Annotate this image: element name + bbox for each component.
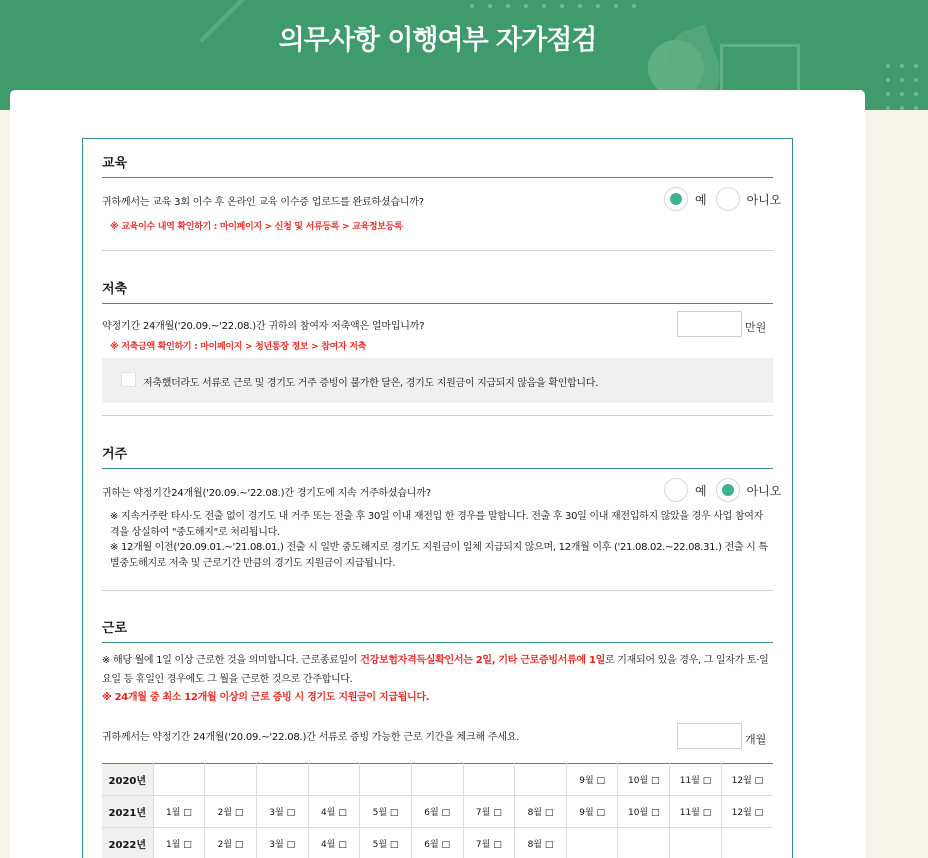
month-checkbox-cell[interactable]: 6월 □ <box>411 828 463 858</box>
education-question: 귀하께서는 교육 3회 이수 후 온라인 교육 이수증 업로드를 완료하셨습니까? <box>102 197 424 208</box>
empty-cell <box>153 764 205 796</box>
education-no-label: 아니오 <box>746 192 782 207</box>
table-row <box>102 796 773 828</box>
residence-yes-label: 예 <box>695 483 707 498</box>
empty-cell <box>411 764 463 796</box>
month-checkbox-cell[interactable]: 12월 □ <box>721 764 773 796</box>
month-checkbox-cell[interactable]: 6월 □ <box>411 796 463 828</box>
section-title-savings: 저축 <box>102 278 773 304</box>
section-title-work: 근로 <box>102 617 773 643</box>
year-label: 2021년 <box>102 796 153 828</box>
savings-note: ※ 저축금액 확인하기 : 마이페이지 > 청년통장 정보 > 참여자 저축 <box>110 342 367 352</box>
month-checkbox-cell[interactable]: 1월 □ <box>153 796 205 828</box>
empty-cell <box>721 828 773 858</box>
self-check-form <box>82 138 793 858</box>
month-checkbox-cell[interactable]: 9월 □ <box>566 796 618 828</box>
month-checkbox-cell[interactable]: 11월 □ <box>670 796 722 828</box>
education-no-radio[interactable] <box>716 187 740 211</box>
empty-cell <box>256 764 308 796</box>
savings-confirm-text: 저축했더라도 서류로 근로 및 경기도 거주 증빙이 불가한 달은, 경기도 지원금이 지급되지 않음을 확인합니다. <box>143 378 599 389</box>
section-title-residence: 거주 <box>102 443 773 469</box>
work-note-2: ※ 24개월 중 최소 12개월 이상의 근로 증빙 시 경기도 지원금이 지급됩니다. <box>102 692 430 703</box>
empty-cell <box>308 764 360 796</box>
residence-no-label: 아니오 <box>746 483 782 498</box>
work-note-1c: 로 기재되어 있을 경우, 그 일자가 토·일요일 등 휴일인 경우에도 그 월을 근로한 것으로 간주합니다. <box>102 655 769 685</box>
decorative-dots <box>470 4 636 8</box>
empty-cell <box>670 828 722 858</box>
month-checkbox-cell[interactable]: 2월 □ <box>205 796 257 828</box>
empty-cell <box>205 764 257 796</box>
month-checkbox-cell[interactable]: 4월 □ <box>308 796 360 828</box>
residence-notes <box>110 509 770 571</box>
work-note-1a: ※ 해당 월에 1일 이상 근로한 것을 의미합니다. 근로종료일이 <box>102 655 361 666</box>
education-answer-group <box>664 187 790 211</box>
empty-cell <box>360 764 412 796</box>
page-title: 의무사항 이행여부 자가점검 <box>278 25 597 56</box>
work-question: 귀하께서는 약정기간 24개월('20.09.~'22.08.)간 서류로 증빙 가능한 근로 기간을 체크해 주세요. <box>102 732 520 743</box>
month-checkbox-cell[interactable]: 5월 □ <box>360 828 412 858</box>
section-title-education: 교육 <box>102 152 773 178</box>
month-checkbox-cell[interactable]: 5월 □ <box>360 796 412 828</box>
month-checkbox-cell[interactable]: 3월 □ <box>256 796 308 828</box>
education-note: ※ 교육이수 내역 확인하기 : 마이페이지 > 신청 및 서류등록 > 교육정보등록 <box>110 222 403 232</box>
residence-yes-radio[interactable] <box>664 478 688 502</box>
residence-question: 귀하는 약정기간24개월('20.09.~'22.08.)간 경기도에 지속 거주하셨습니까? <box>102 488 431 499</box>
empty-cell <box>515 764 567 796</box>
savings-question: 약정기간 24개월('20.09.~'22.08.)간 귀하의 참여자 저축액은 얼마입니까? <box>102 321 425 332</box>
month-checkbox-cell[interactable]: 12월 □ <box>721 796 773 828</box>
work-months-table <box>102 763 773 858</box>
month-checkbox-cell[interactable]: 7월 □ <box>463 828 515 858</box>
divider <box>102 590 773 591</box>
table-row <box>102 764 773 796</box>
residence-note-2: ※ 12개월 이전('20.09.01.~'21.08.01.) 전출 시 일반 중도해지로 경기도 지원금이 일체 지급되지 않으며, 12개월 이후 ('21.08.02.~22.08.31.) 전출 시 특별중도해지로 저축 및 근로기간 만큼의 경기도 지원금이 지급됩니다. <box>110 542 768 569</box>
year-label: 2022년 <box>102 828 153 858</box>
month-checkbox-cell[interactable]: 2월 □ <box>205 828 257 858</box>
month-checkbox-cell[interactable]: 4월 □ <box>308 828 360 858</box>
work-note-1-highlight: 건강보험자격득실확인서는 2일, 기타 근로증빙서류에 1일 <box>360 655 606 666</box>
month-checkbox-cell[interactable]: 1월 □ <box>153 828 205 858</box>
savings-amount-input[interactable] <box>677 311 742 337</box>
month-checkbox-cell[interactable]: 7월 □ <box>463 796 515 828</box>
education-yes-radio[interactable] <box>664 187 688 211</box>
divider <box>102 415 773 416</box>
savings-confirm-checkbox[interactable] <box>121 372 136 387</box>
table-row <box>102 828 773 858</box>
year-label: 2020년 <box>102 764 153 796</box>
education-yes-label: 예 <box>695 192 707 207</box>
work-months-input[interactable] <box>677 723 742 749</box>
savings-unit: 만원 <box>745 321 767 334</box>
work-notes <box>102 652 773 708</box>
empty-cell <box>566 828 618 858</box>
residence-note-1: ※ 지속거주란 타시·도 전출 없이 경기도 내 거주 또는 전출 후 30일 이내 재전입 한 경우를 말합니다. 전출 후 30일 이내 재전입하지 않았을 경우 사업 참여자격을 상실하여 "중도해지"로 처리됩니다. <box>110 511 763 538</box>
month-checkbox-cell[interactable]: 11월 □ <box>670 764 722 796</box>
savings-confirm-box <box>102 358 773 403</box>
month-checkbox-cell[interactable]: 10월 □ <box>618 796 670 828</box>
decorative-dots <box>886 64 918 110</box>
divider <box>102 250 773 251</box>
empty-cell <box>618 828 670 858</box>
month-checkbox-cell[interactable]: 8월 □ <box>515 796 567 828</box>
month-checkbox-cell[interactable]: 3월 □ <box>256 828 308 858</box>
empty-cell <box>463 764 515 796</box>
work-unit: 개월 <box>745 733 767 746</box>
work-note-1 <box>102 652 773 689</box>
month-checkbox-cell[interactable]: 10월 □ <box>618 764 670 796</box>
residence-no-radio[interactable] <box>716 478 740 502</box>
residence-answer-group <box>664 478 790 502</box>
month-checkbox-cell[interactable]: 8월 □ <box>515 828 567 858</box>
month-checkbox-cell[interactable]: 9월 □ <box>566 764 618 796</box>
